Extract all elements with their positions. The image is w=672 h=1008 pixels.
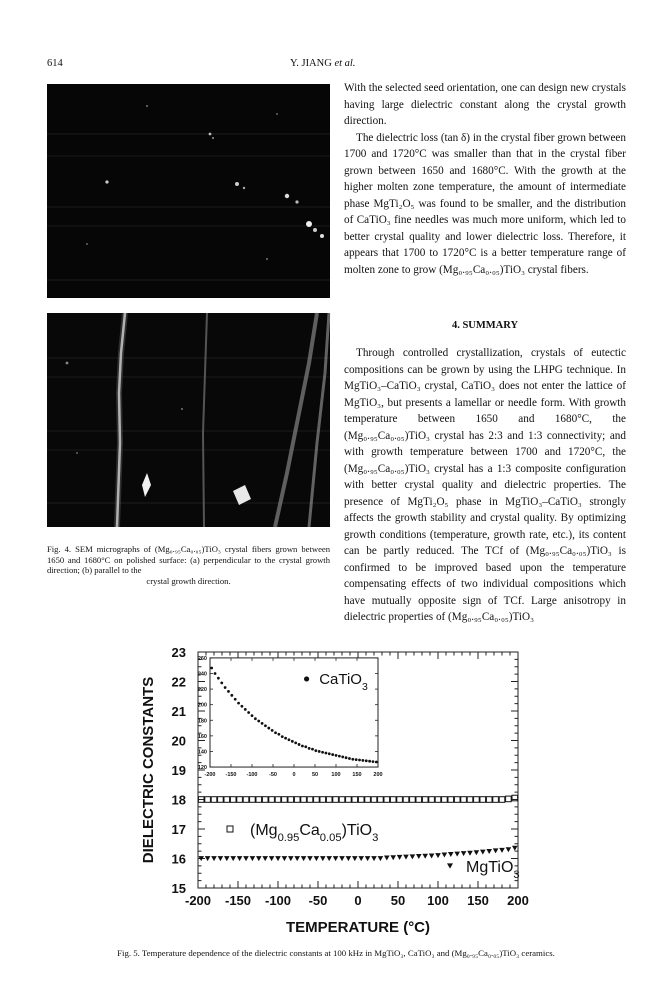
point-catio3 [341, 756, 344, 759]
point-catio3 [331, 753, 334, 756]
point-mgtio3 [218, 856, 224, 861]
fig4-caption-main: Fig. 4. SEM micrographs of (Mg₀.₉₅Ca₀.₀₅)TiO₃ crystal fibers grown between 1650 and 1680°C on polished surface: (a) perpendicular to the crystal growth direction; (b) parallel to the [47, 544, 330, 575]
point-mgca-tio3 [486, 797, 492, 803]
point-mgtio3 [224, 856, 230, 861]
point-catio3 [267, 727, 270, 730]
point-mgtio3 [211, 856, 217, 861]
point-mgca-tio3 [339, 797, 345, 803]
point-catio3 [234, 698, 237, 701]
point-mgtio3 [493, 848, 499, 853]
point-mgca-tio3 [499, 797, 505, 803]
page-number: 614 [47, 58, 63, 69]
right-column-top [344, 80, 626, 278]
point-mgtio3 [250, 856, 256, 861]
point-catio3 [284, 737, 287, 740]
point-catio3 [244, 708, 247, 711]
legend-marker-mgca-tio3 [227, 826, 233, 832]
x-tick-label: -100 [264, 893, 292, 908]
sem-micrograph-a [47, 84, 330, 298]
y-tick-label: 17 [171, 822, 186, 837]
header-et-al: et al. [334, 58, 356, 69]
fig5-chart [120, 638, 560, 936]
point-mgtio3 [397, 855, 403, 860]
sem-micrograph-b [47, 313, 330, 527]
point-mgca-tio3 [301, 797, 307, 803]
point-catio3 [227, 690, 230, 693]
point-catio3 [247, 711, 250, 714]
point-catio3 [348, 757, 351, 760]
point-catio3 [304, 745, 307, 748]
legend-marker-mgtio3 [447, 863, 453, 868]
point-mgtio3 [499, 848, 505, 853]
point-catio3 [358, 759, 361, 762]
point-mgtio3 [435, 853, 441, 858]
point-catio3 [217, 677, 220, 680]
point-mgca-tio3 [378, 797, 384, 803]
point-mgca-tio3 [454, 797, 460, 803]
point-catio3 [365, 759, 368, 762]
point-catio3 [361, 759, 364, 762]
point-catio3 [314, 749, 317, 752]
x-tick-label: 150 [467, 893, 489, 908]
legend-label-catio3: CaTiO$_3$ [319, 670, 368, 693]
inset-y-tick-label: 140 [197, 749, 207, 756]
y-axis-label: DIELECTRIC CONSTANTS [140, 676, 157, 864]
point-mgca-tio3 [467, 797, 473, 803]
point-mgtio3 [512, 846, 518, 851]
y-tick-label: 18 [171, 792, 186, 808]
point-catio3 [274, 731, 277, 734]
point-mgtio3 [205, 856, 211, 861]
point-mgca-tio3 [474, 797, 480, 803]
point-catio3 [251, 714, 254, 717]
point-mgtio3 [390, 855, 396, 860]
x-tick-label: 50 [390, 893, 406, 908]
point-mgca-tio3 [211, 797, 217, 803]
point-mgca-tio3 [461, 797, 467, 803]
point-catio3 [335, 754, 338, 757]
point-mgca-tio3 [365, 797, 371, 803]
inset-x-tick-label: 100 [331, 772, 341, 779]
point-mgtio3 [262, 856, 268, 861]
point-catio3 [321, 751, 324, 754]
running-header [290, 58, 355, 69]
point-mgtio3 [474, 850, 480, 855]
fig5-caption: Fig. 5. Temperature dependence of the dielectric constants at 100 kHz in MgTiO₃, CaTiO₃ and (Mg₀.₉₅Ca₀.₀₅)TiO₃ ceramics. [117, 948, 555, 958]
point-mgca-tio3 [422, 797, 428, 803]
point-mgtio3 [237, 856, 243, 861]
inset-chart [198, 656, 383, 778]
point-mgtio3 [422, 854, 428, 859]
point-mgtio3 [410, 854, 416, 859]
point-mgca-tio3 [429, 797, 435, 803]
x-tick-label: -150 [224, 893, 252, 908]
point-catio3 [351, 758, 354, 761]
point-catio3 [214, 672, 217, 675]
inset-x-tick-label: 150 [352, 772, 362, 779]
point-mgca-tio3 [250, 797, 256, 803]
inset-y-tick-label: 260 [197, 655, 207, 662]
point-catio3 [301, 745, 304, 748]
point-catio3 [345, 756, 348, 759]
x-axis-label: TEMPERATURE (°C) [285, 919, 431, 936]
section-title: 4. SUMMARY [451, 320, 519, 331]
point-mgca-tio3 [448, 797, 454, 803]
inset-y-tick-label: 220 [197, 687, 207, 694]
point-catio3 [220, 681, 223, 684]
point-mgca-tio3 [224, 797, 230, 803]
point-mgtio3 [346, 856, 352, 861]
inset-x-tick-label: -150 [225, 772, 237, 779]
point-catio3 [338, 755, 341, 758]
point-mgca-tio3 [237, 797, 243, 803]
point-mgtio3 [282, 856, 288, 861]
point-mgtio3 [365, 856, 371, 861]
y-tick-label: 15 [171, 881, 186, 896]
point-catio3 [271, 729, 274, 732]
x-tick-label: 100 [427, 893, 449, 908]
inset-x-tick-label: -100 [246, 772, 258, 779]
point-catio3 [277, 733, 280, 736]
point-catio3 [318, 750, 321, 753]
header-authors: Y. JIANG [290, 58, 332, 69]
point-mgtio3 [378, 856, 384, 861]
point-mgca-tio3 [333, 797, 339, 803]
point-catio3 [328, 752, 331, 755]
point-catio3 [257, 720, 260, 723]
x-tick-label: -200 [184, 893, 212, 908]
point-mgtio3 [358, 856, 364, 861]
point-mgca-tio3 [326, 797, 332, 803]
point-catio3 [254, 717, 257, 720]
point-mgtio3 [403, 855, 409, 860]
point-mgca-tio3 [205, 797, 211, 803]
point-catio3 [368, 760, 371, 763]
fig4-caption [47, 544, 330, 586]
x-tick-label: -50 [308, 893, 328, 908]
y-tick-label: 23 [171, 645, 186, 660]
point-mgtio3 [256, 856, 262, 861]
point-mgtio3 [269, 856, 275, 861]
point-mgtio3 [416, 854, 422, 859]
y-tick-label: 19 [171, 763, 186, 778]
point-mgca-tio3 [403, 797, 409, 803]
point-mgca-tio3 [384, 797, 390, 803]
point-mgca-tio3 [416, 797, 422, 803]
point-catio3 [298, 743, 301, 746]
point-mgca-tio3 [320, 797, 326, 803]
point-mgca-tio3 [435, 797, 441, 803]
point-catio3 [281, 735, 284, 738]
inset-x-tick-label: 0 [292, 772, 296, 779]
x-tick-label: 0 [354, 893, 362, 908]
point-mgca-tio3 [397, 797, 403, 803]
point-mgtio3 [352, 856, 358, 861]
point-catio3 [230, 694, 233, 697]
point-mgtio3 [301, 856, 307, 861]
y-tick-label: 22 [171, 674, 186, 690]
point-mgtio3 [320, 856, 326, 861]
intro-paragraph: With the selected seed orientation, one can design new crystals having large dielectric constant along the crystal growth direction. [344, 82, 626, 127]
inset-y-tick-label: 240 [197, 671, 207, 678]
summary-paragraph-box [344, 345, 626, 626]
point-mgtio3 [454, 852, 460, 857]
point-catio3 [241, 705, 244, 708]
point-mgca-tio3 [371, 797, 377, 803]
point-mgca-tio3 [275, 797, 281, 803]
point-mgca-tio3 [269, 797, 275, 803]
point-mgtio3 [294, 856, 300, 861]
legend-label-mgca-tio3: $(Mg_{0.95}Ca_{0.05})TiO_3$ [250, 822, 379, 844]
point-mgca-tio3 [352, 797, 358, 803]
point-mgca-tio3 [218, 797, 224, 803]
inset-x-tick-label: 200 [373, 772, 383, 779]
point-mgca-tio3 [256, 797, 262, 803]
point-mgtio3 [326, 856, 332, 861]
point-mgca-tio3 [506, 796, 512, 802]
point-mgtio3 [371, 856, 377, 861]
point-mgtio3 [467, 851, 473, 856]
inset-x-tick-label: -200 [204, 772, 216, 779]
point-mgtio3 [429, 853, 435, 858]
fig4-caption-end: crystal growth direction. [146, 575, 231, 586]
point-mgca-tio3 [282, 797, 288, 803]
point-mgca-tio3 [410, 797, 416, 803]
point-catio3 [375, 761, 378, 764]
point-mgtio3 [480, 850, 486, 855]
point-mgtio3 [288, 856, 294, 861]
dielectric-loss-paragraph: The dielectric loss (tan δ) in the crystal fiber grown between 1700 and 1720°C was smaller than that in the crystal fiber grown between 1650 and 1680°C. With the growth at the higher molten zone temperature, the amount of intermediate phase MgTi₂O₅ was found to be smaller, and the distribution of CaTiO₃ fine needles was much more uniform, which led to better crystal quality and lower dielectric loss. Therefore, it appears that 1700 to 1720°C is a better temperature range of molten zone to grow (Mg₀.₉₅Ca₀.₀₅)TiO₃ crystal fibers. [344, 131, 626, 276]
inset-y-tick-label: 180 [197, 718, 207, 725]
point-mgtio3 [333, 856, 339, 861]
point-mgca-tio3 [390, 797, 396, 803]
point-catio3 [355, 758, 358, 761]
point-mgca-tio3 [243, 797, 249, 803]
point-mgtio3 [243, 856, 249, 861]
point-mgca-tio3 [358, 797, 364, 803]
point-catio3 [261, 722, 264, 725]
inset-y-tick-label: 120 [197, 765, 207, 772]
point-mgtio3 [230, 856, 236, 861]
point-mgtio3 [448, 852, 454, 857]
inset-y-tick-label: 160 [197, 733, 207, 740]
point-catio3 [291, 740, 294, 743]
point-mgca-tio3 [288, 797, 294, 803]
inset-x-tick-label: 50 [311, 772, 319, 779]
point-catio3 [288, 738, 291, 741]
point-mgtio3 [275, 856, 281, 861]
point-catio3 [224, 686, 227, 689]
inset-x-tick-label: -50 [269, 772, 277, 779]
point-mgca-tio3 [346, 797, 352, 803]
point-catio3 [325, 752, 328, 755]
point-mgtio3 [486, 849, 492, 854]
point-catio3 [311, 748, 314, 751]
point-mgca-tio3 [230, 797, 236, 803]
point-mgtio3 [461, 851, 467, 856]
point-mgtio3 [314, 856, 320, 861]
point-mgtio3 [442, 853, 448, 858]
point-mgca-tio3 [314, 797, 320, 803]
inset-y-tick-label: 200 [197, 702, 207, 709]
x-tick-label: 200 [507, 893, 529, 908]
y-tick-label: 16 [171, 851, 186, 867]
point-mgca-tio3 [442, 797, 448, 803]
point-catio3 [308, 747, 311, 750]
point-mgca-tio3 [262, 797, 268, 803]
point-mgca-tio3 [480, 797, 486, 803]
y-tick-label: 21 [171, 704, 186, 719]
legend-marker-catio3 [304, 676, 309, 681]
point-mgca-tio3 [493, 797, 499, 803]
summary-paragraph: Through controlled crystallization, crystals of eutectic compositions can be grown by using the LHPG technique. In MgTiO₃–CaTiO₃ crystal, CaTiO₃ does not enter the lattice of MgTiO₃, but presents a lamellar or needle form. With growth temperature between 1650 and 1680°C, the (Mg₀.₉₅Ca₀.₀₅)TiO₃ crystal has 2:3 and 1:3 connectivity; and with growth temperature between 1700 and 1720°C, the (Mg₀.₉₅Ca₀.₀₅)TiO₃ crystal has a 1:3 composite configuration with better crystal quality and dielectric properties. The presence of MgTi₂O₅ phase in MgTiO₃–CaTiO₃ strongly affects the growth stability and crystal quality. By optimizing growth conditions (temperature, growth rate, etc.), its content can be partly reduced. The TCf of (Mg₀.₉₅Ca₀.₀₅)TiO₃ is confirmed to be improved based upon the temperature compensating effects of two individual compositions which have mutually opposite sign of TCf. Large anisotropy in dielectric properties of (Mg₀.₉₅Ca₀.₀₅)TiO₃ [344, 347, 626, 623]
point-mgtio3 [384, 856, 390, 861]
point-catio3 [210, 667, 213, 670]
point-mgca-tio3 [307, 797, 313, 803]
point-mgca-tio3 [294, 797, 300, 803]
fig5-chart-svg [120, 638, 560, 936]
point-catio3 [372, 760, 375, 763]
point-mgtio3 [506, 847, 512, 852]
y-tick-label: 20 [171, 733, 186, 749]
legend-label-mgtio3: MgTiO$_3$ [466, 858, 520, 881]
point-catio3 [237, 702, 240, 705]
point-catio3 [264, 724, 267, 727]
point-mgtio3 [307, 856, 313, 861]
point-catio3 [294, 741, 297, 744]
point-mgtio3 [339, 856, 345, 861]
